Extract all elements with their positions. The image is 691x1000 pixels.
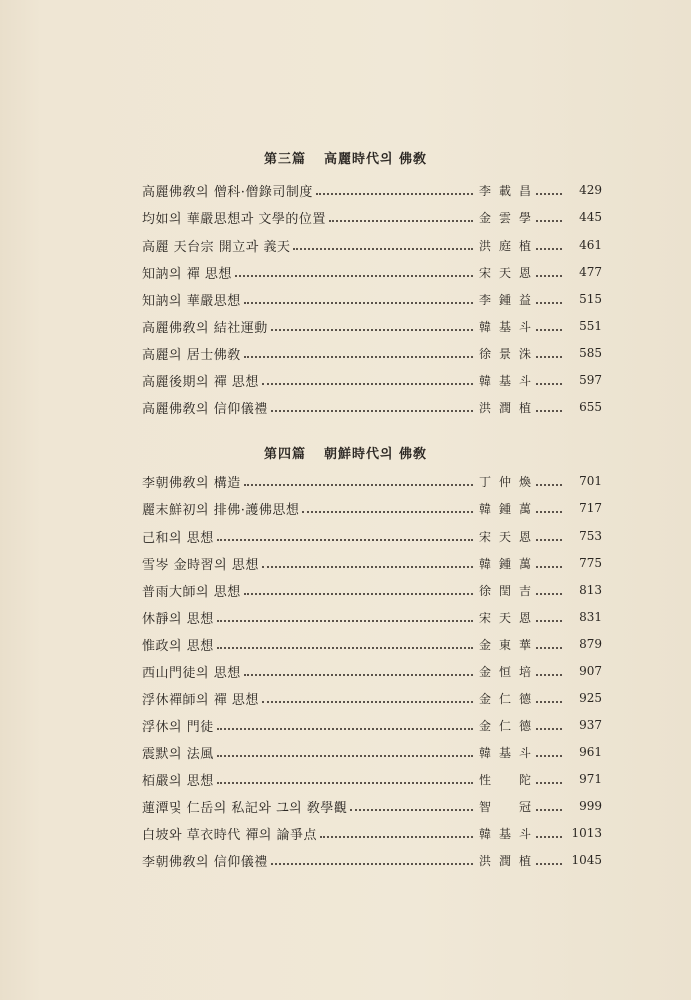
author-char: 煥 [518, 474, 531, 489]
entry-title: 浮休의 門徒 [142, 719, 214, 735]
author-char: 基 [498, 373, 511, 388]
part-number: 第四篇 [263, 447, 306, 462]
entry-page-number: 717 [579, 501, 602, 515]
entry-author [476, 771, 536, 788]
section-heading [0, 443, 691, 462]
entry-title: 休靜의 思想 [142, 611, 214, 627]
author-char: 益 [518, 292, 531, 307]
part-title: 朝鮮時代의 佛敎 [323, 447, 428, 462]
toc-entry [142, 497, 602, 519]
entry-author [476, 717, 536, 734]
toc-entry [142, 525, 602, 547]
dot-leader [536, 809, 562, 811]
author-char: 天 [498, 265, 511, 280]
toc-entry [142, 687, 602, 709]
dot-leader [536, 275, 562, 277]
entry-author [476, 636, 536, 653]
entry-title: 麗末鮮初의 排佛·護佛思想 [142, 502, 300, 518]
dot-leader [217, 647, 473, 649]
author-char: 恩 [518, 529, 531, 544]
entry-page-number: 445 [579, 210, 602, 224]
author-char: 德 [518, 718, 531, 733]
entry-author [476, 237, 536, 254]
author-char: 雲 [498, 210, 511, 225]
author-char: 金 [478, 718, 491, 733]
dot-leader [217, 755, 473, 757]
author-char: 仲 [498, 474, 511, 489]
toc-entry [142, 206, 602, 228]
author-char: 斗 [518, 373, 531, 388]
dot-leader [536, 836, 562, 838]
dot-leader [302, 511, 473, 513]
entry-page-number: 937 [579, 718, 602, 732]
dot-leader [536, 620, 562, 622]
dot-leader [536, 782, 562, 784]
dot-leader [244, 593, 473, 595]
entry-title: 西山門徒의 思想 [142, 665, 241, 681]
author-char: 性 [478, 772, 491, 787]
author-char: 徐 [478, 583, 491, 598]
toc-entry [142, 179, 602, 201]
entry-author [476, 182, 536, 199]
dot-leader [536, 383, 562, 385]
dot-leader [262, 566, 473, 568]
entry-page-number: 971 [579, 772, 602, 786]
entry-author [476, 582, 536, 599]
dot-leader [536, 484, 562, 486]
author-char: 萬 [518, 501, 531, 516]
entry-page-number: 515 [579, 292, 602, 306]
toc-entry [142, 369, 602, 391]
dot-leader [217, 728, 473, 730]
entry-title: 雪岑 金時習의 思想 [142, 557, 259, 573]
entry-title: 高麗佛敎의 信仰儀禮 [142, 401, 268, 417]
entry-author [476, 528, 536, 545]
entry-title: 知訥의 禪 思想 [142, 266, 232, 282]
entry-page-number: 429 [579, 183, 602, 197]
dot-leader [536, 410, 562, 412]
entry-page-number: 585 [579, 346, 602, 360]
author-char: 東 [498, 637, 511, 652]
author-char: 金 [478, 637, 491, 652]
author-char: 潤 [498, 400, 511, 415]
entry-page-number: 999 [579, 799, 602, 813]
author-char: 金 [478, 210, 491, 225]
author-char: 宋 [478, 610, 491, 625]
dot-leader [244, 484, 473, 486]
author-char: 鍾 [498, 501, 511, 516]
entry-page-number: 907 [579, 664, 602, 678]
entry-author [476, 372, 536, 389]
entry-author [476, 500, 536, 517]
entry-author [476, 852, 536, 869]
toc-entry [142, 741, 602, 763]
author-char: 載 [498, 183, 511, 198]
dot-leader [536, 539, 562, 541]
author-char: 恒 [498, 664, 511, 679]
entry-title: 惟政의 思想 [142, 638, 214, 654]
entry-author [476, 825, 536, 842]
toc-entry [142, 396, 602, 418]
dot-leader [536, 566, 562, 568]
dot-leader [536, 701, 562, 703]
dot-leader [329, 220, 473, 222]
author-char: 昌 [518, 183, 531, 198]
entry-title: 高麗佛敎의 僧科·僧錄司制度 [142, 184, 313, 200]
author-char: 韓 [478, 373, 491, 388]
dot-leader [536, 511, 562, 513]
dot-leader [217, 620, 473, 622]
author-char: 景 [498, 346, 511, 361]
author-char: 鍾 [498, 292, 511, 307]
author-char: 李 [478, 292, 491, 307]
toc-entry [142, 660, 602, 682]
dot-leader [235, 275, 473, 277]
entry-title: 高麗後期의 禪 思想 [142, 374, 259, 390]
author-char [496, 771, 514, 788]
author-char: 韓 [478, 556, 491, 571]
author-char: 仁 [498, 691, 511, 706]
author-char: 洪 [478, 853, 491, 868]
entry-author [476, 399, 536, 416]
author-char: 智 [478, 799, 491, 814]
author-char: 韓 [478, 501, 491, 516]
section-heading [0, 148, 691, 167]
entry-title: 李朝佛敎의 信仰儀禮 [142, 854, 268, 870]
part-title: 高麗時代의 佛敎 [323, 152, 428, 167]
author-char: 吉 [518, 583, 531, 598]
dot-leader [293, 248, 473, 250]
author-char: 金 [478, 664, 491, 679]
author-char: 陀 [518, 772, 531, 787]
author-char: 李 [478, 183, 491, 198]
entry-page-number: 551 [579, 319, 602, 333]
author-char: 基 [498, 826, 511, 841]
entry-page-number: 961 [579, 745, 602, 759]
author-char: 徐 [478, 346, 491, 361]
dot-leader [536, 593, 562, 595]
entry-page-number: 461 [579, 238, 602, 252]
author-char: 華 [518, 637, 531, 652]
author-char: 基 [498, 745, 511, 760]
entry-author [476, 264, 536, 281]
toc-entry [142, 606, 602, 628]
entry-title: 高麗 天台宗 開立과 義天 [142, 239, 291, 255]
entry-title: 李朝佛敎의 構造 [142, 475, 241, 491]
toc-entry [142, 261, 602, 283]
author-char: 植 [518, 853, 531, 868]
author-char: 斗 [518, 745, 531, 760]
entry-title: 白坡와 草衣時代 禪의 論爭点 [142, 827, 318, 843]
author-char: 斗 [518, 826, 531, 841]
author-char: 韓 [478, 826, 491, 841]
entry-page-number: 1013 [571, 826, 602, 840]
entry-author [476, 318, 536, 335]
author-char: 萬 [518, 556, 531, 571]
author-char: 天 [498, 610, 511, 625]
entry-title: 己和의 思想 [142, 530, 214, 546]
toc-entry [142, 822, 602, 844]
dot-leader [262, 701, 473, 703]
dot-leader [536, 302, 562, 304]
entry-author [476, 345, 536, 362]
entry-page-number: 701 [579, 474, 602, 488]
dot-leader [536, 248, 562, 250]
entry-page-number: 477 [579, 265, 602, 279]
dot-leader [320, 836, 473, 838]
dot-leader [536, 193, 562, 195]
entry-title: 均如의 華嚴思想과 文學的位置 [142, 211, 326, 227]
author-char: 天 [498, 529, 511, 544]
entry-title: 高麗佛敎의 結社運動 [142, 320, 268, 336]
entry-page-number: 753 [579, 529, 602, 543]
toc-entry [142, 579, 602, 601]
author-char: 恩 [518, 265, 531, 280]
entry-title: 普雨大師의 思想 [142, 584, 241, 600]
dot-leader [536, 356, 562, 358]
entry-page-number: 813 [579, 583, 602, 597]
dot-leader [217, 782, 473, 784]
entry-author [476, 473, 536, 490]
toc-entry [142, 234, 602, 256]
toc-entry [142, 633, 602, 655]
entry-author [476, 209, 536, 226]
toc-entry [142, 768, 602, 790]
dot-leader [536, 220, 562, 222]
entry-author [476, 609, 536, 626]
toc-entry [142, 342, 602, 364]
author-char: 宋 [478, 529, 491, 544]
author-char: 培 [518, 664, 531, 679]
dot-leader [262, 383, 473, 385]
part-number: 第三篇 [263, 152, 306, 167]
author-char: 宋 [478, 265, 491, 280]
entry-author [476, 291, 536, 308]
toc-entry [142, 849, 602, 871]
author-char: 金 [478, 691, 491, 706]
dot-leader [271, 410, 473, 412]
dot-leader [536, 329, 562, 331]
author-char: 冠 [518, 799, 531, 814]
author-char: 洙 [518, 346, 531, 361]
entry-title: 震默의 法風 [142, 746, 214, 762]
dot-leader [271, 329, 473, 331]
author-char: 韓 [478, 319, 491, 334]
dot-leader [244, 674, 473, 676]
author-char: 基 [498, 319, 511, 334]
entry-author [476, 690, 536, 707]
entry-author [476, 663, 536, 680]
author-char: 洪 [478, 400, 491, 415]
dot-leader [536, 863, 562, 865]
entry-title: 高麗의 居士佛敎 [142, 347, 241, 363]
toc-entry [142, 552, 602, 574]
entry-page-number: 1045 [571, 853, 602, 867]
toc-entry [142, 288, 602, 310]
author-char: 潤 [498, 853, 511, 868]
author-char: 鍾 [498, 556, 511, 571]
dot-leader [350, 809, 473, 811]
dot-leader [217, 539, 473, 541]
author-char: 洪 [478, 238, 491, 253]
dot-leader [536, 728, 562, 730]
entry-author [476, 555, 536, 572]
entry-author [476, 798, 536, 815]
author-char: 恩 [518, 610, 531, 625]
entry-page-number: 925 [579, 691, 602, 705]
author-char [496, 798, 514, 815]
dot-leader [316, 193, 473, 195]
dot-leader [536, 647, 562, 649]
dot-leader [244, 356, 473, 358]
entry-page-number: 775 [579, 556, 602, 570]
author-char: 仁 [498, 718, 511, 733]
entry-title: 知訥의 華嚴思想 [142, 293, 241, 309]
author-char: 植 [518, 238, 531, 253]
author-char: 斗 [518, 319, 531, 334]
author-char: 學 [518, 210, 531, 225]
entry-page-number: 879 [579, 637, 602, 651]
toc-entry [142, 714, 602, 736]
entry-page-number: 655 [579, 400, 602, 414]
author-char: 植 [518, 400, 531, 415]
entry-title: 蓮潭및 仁岳의 私記와 그의 敎學觀 [142, 800, 348, 816]
dot-leader [536, 674, 562, 676]
author-char: 閏 [498, 583, 511, 598]
dot-leader [244, 302, 473, 304]
author-char: 庭 [498, 238, 511, 253]
author-char: 韓 [478, 745, 491, 760]
author-char: 德 [518, 691, 531, 706]
entry-author [476, 744, 536, 761]
entry-page-number: 831 [579, 610, 602, 624]
entry-title: 浮休禪師의 禪 思想 [142, 692, 259, 708]
entry-page-number: 597 [579, 373, 602, 387]
author-char: 丁 [478, 474, 491, 489]
toc-entry [142, 795, 602, 817]
toc-entry [142, 470, 602, 492]
toc-entry [142, 315, 602, 337]
dot-leader [271, 863, 473, 865]
dot-leader [536, 755, 562, 757]
entry-title: 栢嚴의 思想 [142, 773, 214, 789]
